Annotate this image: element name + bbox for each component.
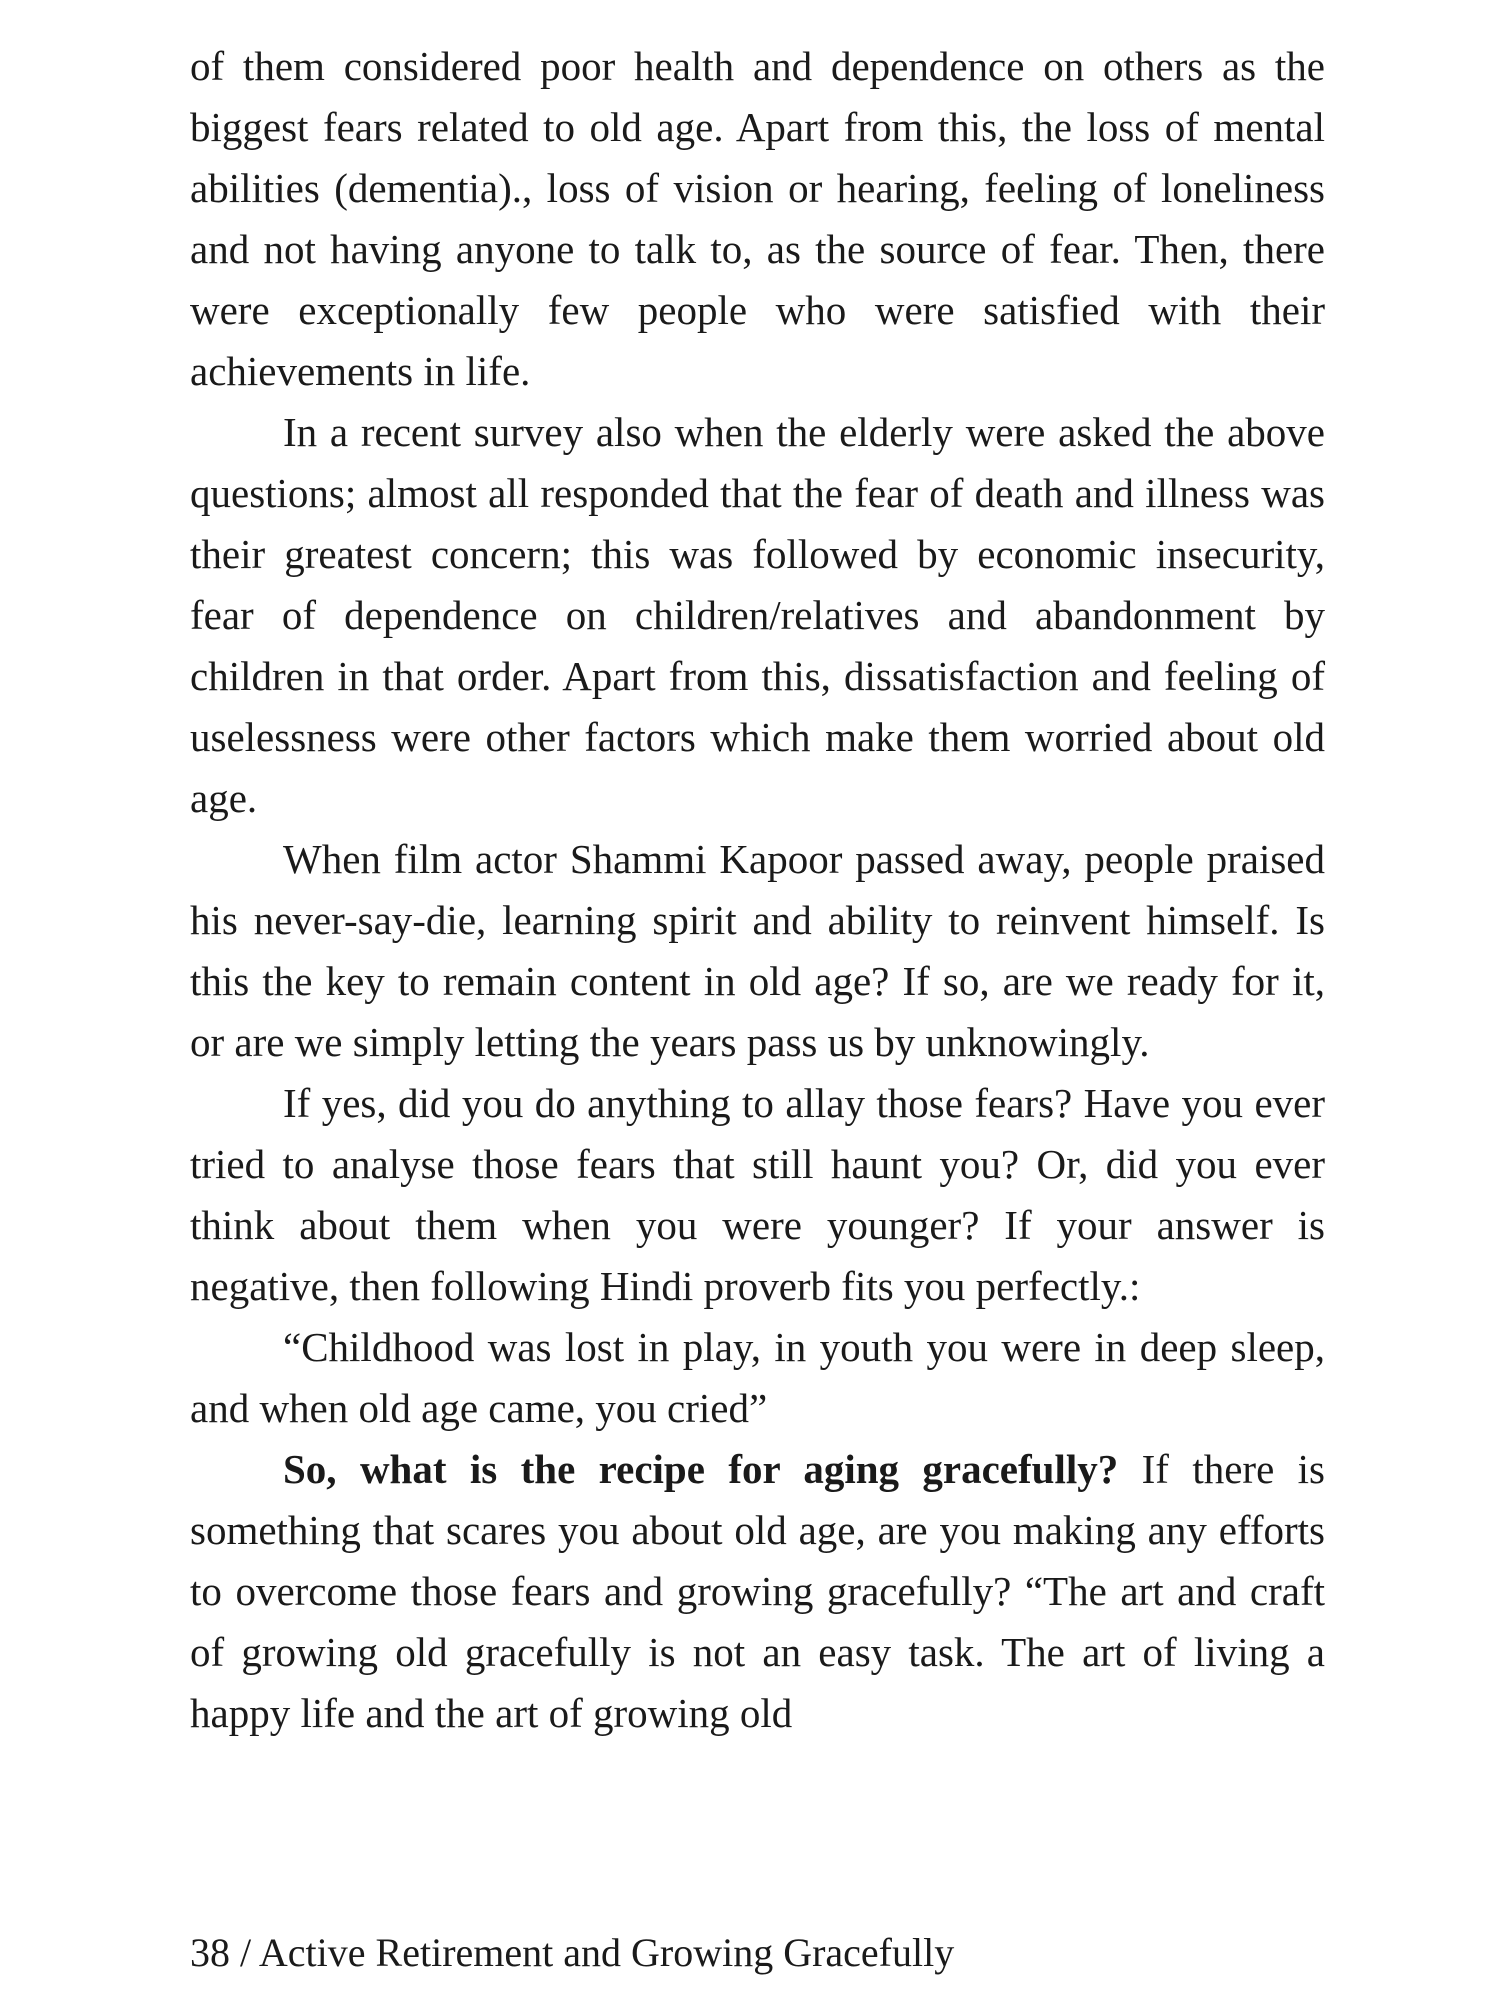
footer-separator: /	[230, 1930, 259, 1975]
book-title: Active Retirement and Growing Gracefully	[258, 1930, 955, 1975]
page-footer	[190, 1928, 954, 1978]
paragraph-text: If there is something that scares you about old age, are you making any efforts to overcome those fears and growing gracefully? “The art and craft of growing old gracefully is not an easy task. The art of living a happy life and the art of growing old	[190, 1446, 1325, 1736]
paragraph-4	[190, 1073, 1325, 1317]
paragraph-3	[190, 829, 1325, 1073]
paragraph-text: When film actor Shammi Kapoor passed away, people praised his never-say-die, learning spirit and ability to reinvent himself. Is this the key to remain content in old age? If so, are we ready for it, or are we simply letting the years pass us by unknowingly.	[190, 836, 1325, 1065]
paragraph-proverb-quote	[190, 1317, 1325, 1439]
paragraph-text: If yes, did you do anything to allay those fears? Have you ever tried to analyse those fears that still haunt you? Or, did you ever think about them when you were younger? If your answer is negative, then following Hindi proverb fits you perfectly.:	[190, 1080, 1325, 1309]
paragraph-1	[190, 36, 1325, 402]
page-number: 38	[190, 1930, 230, 1975]
paragraph-text: In a recent survey also when the elderly were asked the above questions; almost all responded that the fear of death and illness was their greatest concern; this was followed by economic insecurity, fear of dependence on children/relatives and abandonment by children in that order. Apart from this, dissatisfaction and feeling of uselessness were other factors which make them worried about old age.	[190, 409, 1325, 821]
body-text	[190, 36, 1325, 1744]
proverb-text: “Childhood was lost in play, in youth you were in deep sleep, and when old age came, you cried”	[190, 1324, 1325, 1431]
paragraph-6	[190, 1439, 1325, 1744]
paragraph-2	[190, 402, 1325, 829]
paragraph-text: of them considered poor health and dependence on others as the biggest fears related to old age. Apart from this, the loss of mental abilities (dementia)., loss of vision or hearing, feeling of loneliness and not having anyone to talk to, as the source of fear. Then, there were exceptionally few people who were satisfied with their achievements in life.	[190, 43, 1325, 394]
bold-question-lead: So, what is the recipe for aging gracefully?	[283, 1446, 1119, 1492]
